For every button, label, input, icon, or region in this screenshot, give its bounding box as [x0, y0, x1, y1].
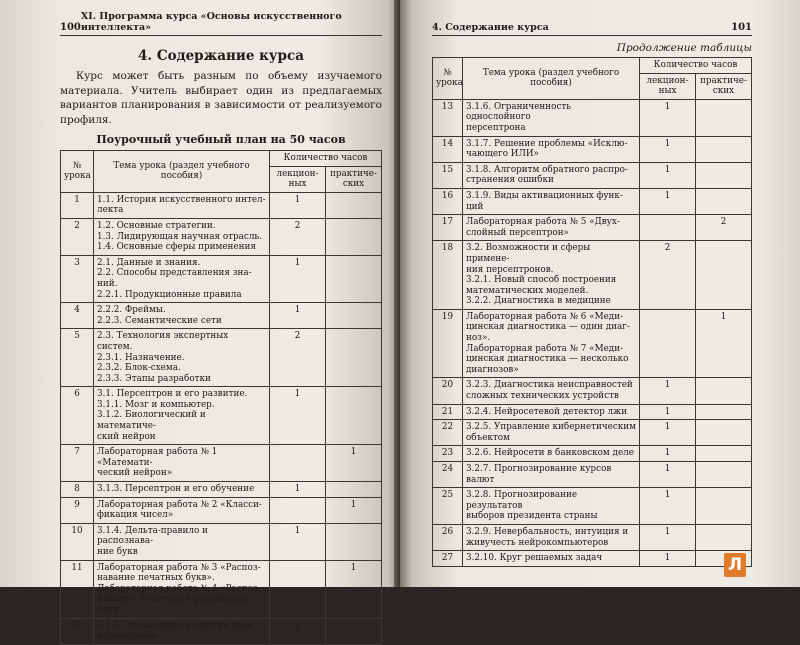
- practice-hours: [696, 378, 752, 404]
- lesson-topic: 2.3. Технология экспертных систем. 2.3.1. Назначение. 2.3.2. Блок-схема. 2.3.3. Этапы разработки: [94, 329, 270, 387]
- lesson-number: 25: [433, 488, 463, 525]
- header-hours: Количество часов: [270, 151, 382, 167]
- practice-hours: 2: [696, 215, 752, 241]
- lecture-hours: [270, 497, 326, 523]
- lecture-hours: 1: [640, 404, 696, 420]
- header-num: № урока: [433, 58, 463, 100]
- practice-hours: [696, 99, 752, 136]
- practice-hours: [326, 192, 382, 218]
- lesson-topic: 3.2.9. Невербальность, интуиция и живучесть нейрокомпьютеров: [463, 524, 640, 550]
- page-number-right: 101: [731, 22, 752, 33]
- table-row: [433, 446, 752, 462]
- lesson-topic: 2.1. Данные и знания. 2.2. Способы представления зна- ний. 2.2.1. Продукционные правила: [94, 255, 270, 302]
- header-topic: Тема урока (раздел учебного пособия): [463, 58, 640, 100]
- table-row: [433, 215, 752, 241]
- lesson-number: 21: [433, 404, 463, 420]
- lesson-topic: 1.1. История искусственного интел- лекта: [94, 192, 270, 218]
- lesson-number: 5: [61, 329, 94, 387]
- lesson-topic: 3.1.5. Дальнейшее развитие идеи персептрона: [94, 618, 270, 644]
- header-lect: лекцион-ных: [270, 166, 326, 192]
- table-row: [433, 99, 752, 136]
- lecture-hours: 1: [640, 446, 696, 462]
- practice-hours: [326, 329, 382, 387]
- running-head-left: [60, 11, 382, 36]
- lesson-topic: 3.2.10. Круг решаемых задач: [463, 551, 640, 567]
- lecture-hours: [640, 215, 696, 241]
- lesson-number: 23: [433, 446, 463, 462]
- lesson-number: 7: [61, 445, 94, 482]
- practice-hours: [326, 482, 382, 498]
- practice-hours: 1: [326, 497, 382, 523]
- lesson-topic: Лабораторная работа № 2 «Класси- фикация чисел»: [94, 497, 270, 523]
- lesson-number: 24: [433, 462, 463, 488]
- lesson-topic: 3.2.7. Прогнозирование курсов валют: [463, 462, 640, 488]
- lesson-number: 10: [61, 523, 94, 560]
- lesson-topic: 3.2.8. Прогнозирование результатов выборов президента страны: [463, 488, 640, 525]
- page-number-left: 100: [60, 22, 81, 33]
- lesson-topic: 3.2.3. Диагностика неисправностей сложных технических устройств: [463, 378, 640, 404]
- lecture-hours: 2: [270, 218, 326, 255]
- lesson-number: 27: [433, 551, 463, 567]
- lecture-hours: 1: [640, 378, 696, 404]
- left-page: [0, 0, 400, 642]
- running-title-right: 4. Содержание курса: [432, 22, 549, 33]
- lecture-hours: 2: [640, 241, 696, 310]
- lecture-hours: [270, 445, 326, 482]
- practice-hours: [696, 488, 752, 525]
- lesson-plan-table-left: [60, 150, 382, 645]
- table-row: [61, 497, 382, 523]
- table-row: [61, 445, 382, 482]
- practice-hours: [696, 136, 752, 162]
- lesson-topic: 3.2. Возможности и сферы примене- ния персептронов. 3.2.1. Новый способ построения математических моделей. 3.2.2. Диагностика в медицине: [463, 241, 640, 310]
- practice-hours: [326, 303, 382, 329]
- section-title: 4. Содержание курса: [138, 48, 304, 64]
- lecture-hours: 1: [270, 387, 326, 445]
- lecture-hours: 1: [640, 162, 696, 188]
- lesson-topic: 3.2.4. Нейросетевой детектор лжи: [463, 404, 640, 420]
- table-row: [433, 309, 752, 378]
- lesson-number: 4: [61, 303, 94, 329]
- lesson-topic: Лабораторная работа № 1 «Математи- ческий нейрон»: [94, 445, 270, 482]
- lesson-topic: 3.1. Персептрон и его развитие. 3.1.1. Мозг и компьютер. 3.1.2. Биологический и математиче- ский нейрон: [94, 387, 270, 445]
- practice-hours: 1: [326, 560, 382, 618]
- table-row: [433, 241, 752, 310]
- right-page: [400, 0, 800, 587]
- lesson-plan-table-right: [432, 57, 752, 567]
- lesson-number: 6: [61, 387, 94, 445]
- lesson-topic: 3.1.4. Дельта-правило и распознава- ние букв: [94, 523, 270, 560]
- lecture-hours: 1: [640, 188, 696, 214]
- header-pract: практиче-ских: [326, 166, 382, 192]
- lesson-number: 22: [433, 420, 463, 446]
- practice-hours: [696, 420, 752, 446]
- lecture-hours: 1: [270, 255, 326, 302]
- lesson-number: 12: [61, 618, 94, 644]
- practice-hours: [696, 404, 752, 420]
- table-row: [433, 404, 752, 420]
- running-head-right: [432, 20, 752, 36]
- lecture-hours: 1: [270, 192, 326, 218]
- practice-hours: [696, 524, 752, 550]
- table-row: [433, 551, 752, 567]
- lesson-number: 18: [433, 241, 463, 310]
- table-row: [61, 303, 382, 329]
- lesson-number: 8: [61, 482, 94, 498]
- lecture-hours: 1: [640, 488, 696, 525]
- lesson-number: 2: [61, 218, 94, 255]
- table-row: [433, 136, 752, 162]
- practice-hours: [696, 241, 752, 310]
- practice-hours: [326, 218, 382, 255]
- lecture-hours: [640, 309, 696, 378]
- lecture-hours: 1: [640, 99, 696, 136]
- practice-hours: [696, 162, 752, 188]
- table-row: [433, 488, 752, 525]
- lesson-number: 3: [61, 255, 94, 302]
- lesson-number: 13: [433, 99, 463, 136]
- practice-hours: [326, 387, 382, 445]
- table-row: [433, 462, 752, 488]
- lesson-topic: Лабораторная работа № 6 «Меди- цинская диагностика — один диаг- ноз». Лабораторная работа № 7 «Меди- цинская диагностика — несколько диагнозов»: [463, 309, 640, 378]
- lecture-hours: 1: [640, 420, 696, 446]
- running-title-left: XI. Программа курса «Основы искусственного интеллекта»: [80, 11, 342, 33]
- table-row: [61, 618, 382, 644]
- table-row: [433, 162, 752, 188]
- lesson-topic: 3.1.8. Алгоритм обратного распро- странения ошибки: [463, 162, 640, 188]
- table-row: [61, 387, 382, 445]
- practice-hours: [326, 255, 382, 302]
- table-row: [433, 378, 752, 404]
- lesson-number: 26: [433, 524, 463, 550]
- header-lect: лекцион-ных: [640, 73, 696, 99]
- header-num: № урока: [61, 151, 94, 193]
- lesson-topic: 1.2. Основные стратегии. 1.3. Лидирующая научная отрасль. 1.4. Основные сферы применения: [94, 218, 270, 255]
- practice-hours: [696, 462, 752, 488]
- header-topic: Тема урока (раздел учебного пособия): [94, 151, 270, 193]
- table-row: [61, 255, 382, 302]
- lesson-number: 19: [433, 309, 463, 378]
- lecture-hours: 1: [270, 303, 326, 329]
- lecture-hours: 1: [270, 482, 326, 498]
- lecture-hours: 1: [270, 523, 326, 560]
- lesson-topic: 3.1.7. Решение проблемы «Исклю- чающего ИЛИ»: [463, 136, 640, 162]
- lesson-topic: 2.2.2. Фреймы. 2.2.3. Семантические сети: [94, 303, 270, 329]
- table-row: [61, 560, 382, 618]
- lesson-number: 17: [433, 215, 463, 241]
- plan-title: Поурочный учебный план на 50 часов: [96, 133, 346, 146]
- lesson-topic: 3.1.9. Виды активационных функ- ций: [463, 188, 640, 214]
- table-row: [433, 420, 752, 446]
- lesson-topic: 3.1.6. Ограниченность однослойного персептрона: [463, 99, 640, 136]
- lesson-number: 1: [61, 192, 94, 218]
- practice-hours: 1: [696, 309, 752, 378]
- labirint-logo-icon: Л: [724, 553, 746, 577]
- lesson-number: 20: [433, 378, 463, 404]
- intro-paragraph: Курс может быть разным по объему изучаемого материала. Учитель выбирает один из предлагаемых вариантов планирования в зависимости от реализуемого профиля.: [60, 70, 382, 126]
- lecture-hours: 1: [270, 618, 326, 644]
- lesson-number: 9: [61, 497, 94, 523]
- table-row: [61, 523, 382, 560]
- table-row: [61, 482, 382, 498]
- lesson-topic: 3.1.3. Персептрон и его обучение: [94, 482, 270, 498]
- lesson-number: 14: [433, 136, 463, 162]
- lecture-hours: 1: [640, 551, 696, 567]
- lecture-hours: 1: [640, 524, 696, 550]
- lesson-topic: Лабораторная работа № 5 «Двух- слойный персептрон»: [463, 215, 640, 241]
- lesson-topic: Лабораторная работа № 3 «Распоз- навание печатных букв». Лабораторная работа № 4 «Распоз- навание печатных и рукописных букв»: [94, 560, 270, 618]
- table-row: [61, 329, 382, 387]
- lecture-hours: 1: [640, 136, 696, 162]
- lesson-topic: 3.2.6. Нейросети в банковском деле: [463, 446, 640, 462]
- practice-hours: [326, 523, 382, 560]
- practice-hours: [696, 446, 752, 462]
- lesson-topic: 3.2.5. Управление кибернетическим объектом: [463, 420, 640, 446]
- table-row: [61, 218, 382, 255]
- lecture-hours: 1: [640, 462, 696, 488]
- lesson-number: 11: [61, 560, 94, 618]
- table-row: [433, 524, 752, 550]
- lecture-hours: [270, 560, 326, 618]
- continuation-label: Продолжение таблицы: [616, 42, 752, 54]
- header-pract: практиче-ских: [696, 73, 752, 99]
- practice-hours: [696, 188, 752, 214]
- practice-hours: [326, 618, 382, 644]
- lecture-hours: 2: [270, 329, 326, 387]
- practice-hours: 1: [326, 445, 382, 482]
- table-row: [61, 192, 382, 218]
- header-hours: Количество часов: [640, 58, 752, 74]
- table-row: [433, 188, 752, 214]
- lesson-number: 16: [433, 188, 463, 214]
- lesson-number: 15: [433, 162, 463, 188]
